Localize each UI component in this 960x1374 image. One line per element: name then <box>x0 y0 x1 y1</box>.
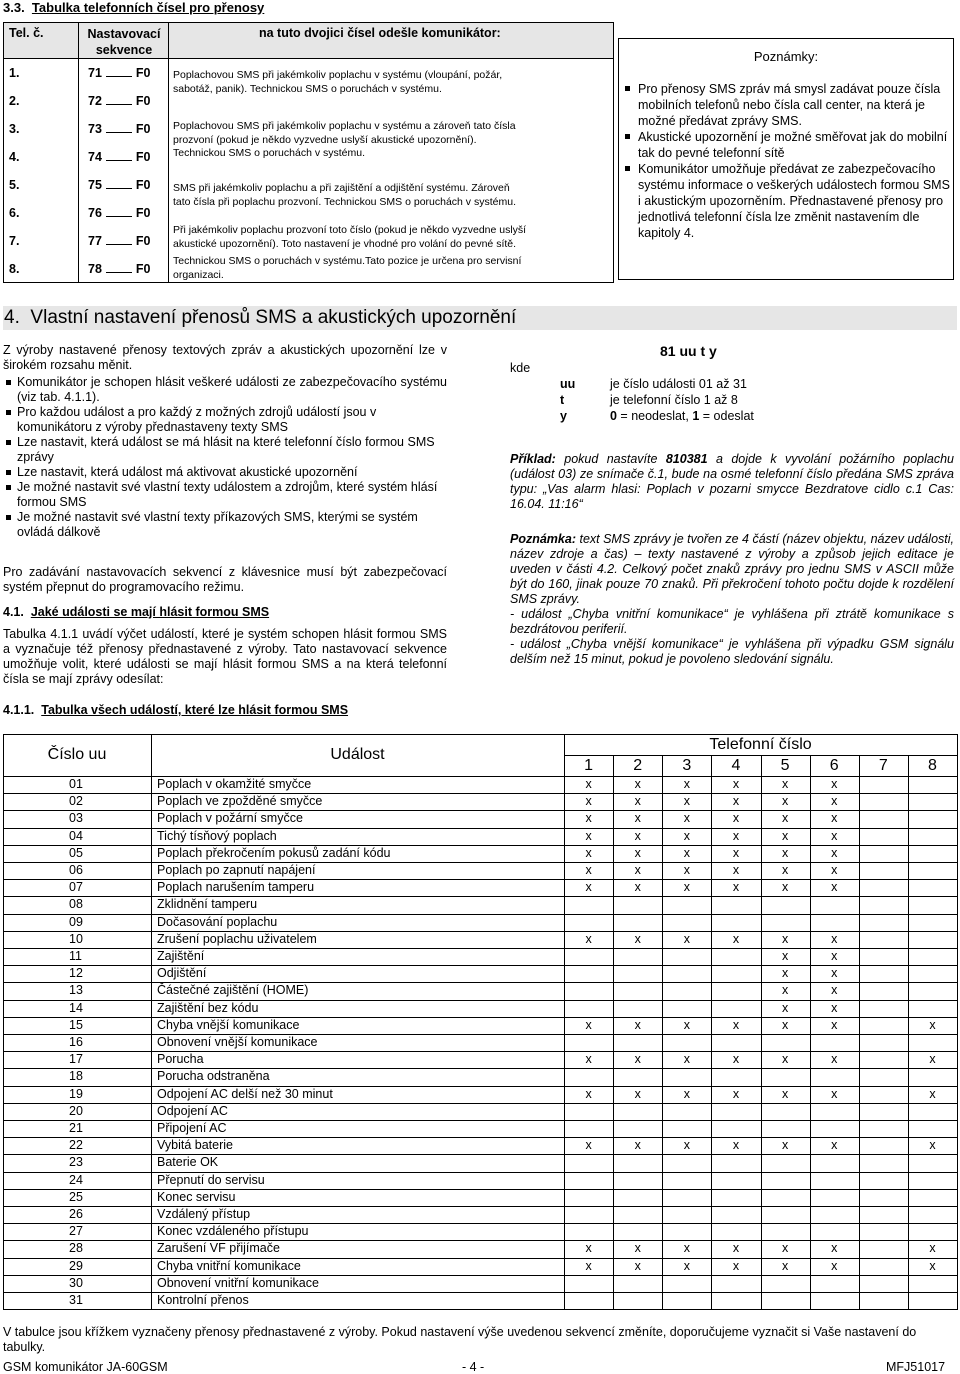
transfer-mark: x <box>585 1017 592 1032</box>
table-gridline <box>957 734 958 1310</box>
page-number: - 4 - <box>462 1360 485 1374</box>
transfer-mark: x <box>634 1138 641 1153</box>
transfer-mark: x <box>732 811 740 826</box>
event-name: Kontrolní přenos <box>157 1293 249 1307</box>
section-number: 4. <box>4 307 20 328</box>
transfer-mark: x <box>732 777 740 791</box>
event-number: 01 <box>69 777 83 791</box>
header-phone-col: 2 <box>633 757 643 774</box>
event-name: Obnovení vnější komunikace <box>157 1035 318 1049</box>
event-number: 10 <box>69 931 83 946</box>
event-name: Odjištění <box>157 966 207 981</box>
list-item: Je možné nastavit své vlastní texty událostem a zdrojům, které systém hlásí formou SMS <box>3 480 447 510</box>
transfer-mark: x <box>732 845 740 860</box>
transfer-mark: x <box>732 794 740 809</box>
event-number: 15 <box>69 1017 83 1032</box>
list-item: Akustické upozornění je možné směřovat jak do mobilní tak do pevné telefonní sítě <box>623 129 953 161</box>
event-number: 19 <box>69 1086 83 1101</box>
transfer-mark: x <box>634 1086 641 1101</box>
parameter-list: uu je číslo události 01 až 31 t je telefonní číslo 1 až 8 y 0 = neodeslat, 1 = odeslat <box>560 377 754 423</box>
event-number: 07 <box>69 880 83 895</box>
transfer-mark: x <box>732 880 740 895</box>
event-name: Poplach v okamžité smyčce <box>157 777 312 791</box>
event-name: Vzdálený přístup <box>157 1207 251 1221</box>
subsection-heading-4-1: 4.1. Jaké události se mají hlásit formou SMS <box>3 605 270 619</box>
header-phone-col: 1 <box>584 757 594 774</box>
row-num: 2. <box>9 94 20 108</box>
transfer-mark: x <box>634 880 641 895</box>
programming-mode-paragraph: Pro zadávání nastavovacích sekvencí z klávesnice musí být zabezpečovací systém přepnut do programovacího režimu. <box>3 565 447 594</box>
event-name: Porucha <box>157 1052 204 1067</box>
header-phone-col: 8 <box>927 757 937 774</box>
section-title: Tabulka telefonních čísel pro přenosy <box>31 0 265 15</box>
transfer-mark: x <box>634 863 641 877</box>
header-description: na tuto dvojici čísel odešle komunikátor: <box>259 26 501 40</box>
transfer-mark: x <box>732 1241 740 1256</box>
event-name: Chyba vnitřní komunikace <box>157 1258 301 1273</box>
transfer-mark: x <box>683 1017 690 1032</box>
transfer-mark: x <box>585 880 592 895</box>
header-tel: Tel. č. <box>9 26 44 40</box>
transfer-mark: x <box>585 794 592 809</box>
transfer-mark: x <box>831 1052 838 1067</box>
transfer-mark: x <box>831 1000 838 1015</box>
events-table <box>3 734 957 1310</box>
event-number: 23 <box>69 1155 83 1170</box>
transfer-mark: x <box>634 811 641 826</box>
sequence-format: 81 uu t y <box>660 343 717 359</box>
event-name: Poplach překročením pokusů zadání kódu <box>157 845 391 860</box>
transfer-mark: x <box>585 1138 592 1153</box>
transfer-mark: x <box>585 811 592 826</box>
row-num: 5. <box>9 178 20 192</box>
event-name: Konec servisu <box>157 1189 236 1204</box>
transfer-mark: x <box>831 966 838 981</box>
sequence-code: 72 F0 <box>88 94 151 108</box>
sequence-code: 78 F0 <box>88 262 151 276</box>
transfer-mark: x <box>585 777 592 791</box>
transfer-mark: x <box>781 983 789 998</box>
transfer-mark: x <box>781 1241 789 1256</box>
transfer-mark: x <box>683 1241 690 1256</box>
transfer-mark: x <box>781 1017 789 1032</box>
row-num: 1. <box>9 66 20 80</box>
transfer-mark: x <box>683 794 690 809</box>
transfer-mark: x <box>929 1017 936 1032</box>
transfer-mark: x <box>683 880 690 895</box>
event-number: 17 <box>69 1052 83 1067</box>
event-number: 13 <box>69 983 83 998</box>
event-name: Zarušení VF přijímače <box>157 1241 280 1256</box>
table-gridline <box>564 755 957 756</box>
row-num: 8. <box>9 262 20 276</box>
list-item: Lze nastavit, která událost má aktivovat akustické upozornění <box>3 465 447 480</box>
event-name: Zklidnění tamperu <box>157 897 258 912</box>
transfer-mark: x <box>585 845 592 860</box>
transfer-mark: x <box>781 1086 789 1101</box>
event-number: 12 <box>69 966 83 981</box>
transfer-mark: x <box>585 863 592 877</box>
event-name: Konec vzdáleného přístupu <box>157 1224 309 1239</box>
transfer-mark: x <box>781 949 789 963</box>
event-name: Baterie OK <box>157 1155 219 1170</box>
transfer-mark: x <box>831 794 838 809</box>
event-number: 31 <box>69 1293 83 1307</box>
transfer-mark: x <box>929 1138 936 1153</box>
transfer-mark: x <box>634 1017 641 1032</box>
description-pair-8: Technickou SMS o poruchách v systému.Tato pozice je určena pro servisní organizaci. <box>173 255 522 281</box>
transfer-mark: x <box>732 863 740 877</box>
transfer-mark: x <box>634 794 641 809</box>
table-intro-paragraph: Tabulka 4.1.1 uvádí výčet událostí, které je systém schopen hlásit formou SMS a vyznačuje též přenosy přednastavené z výroby. Tato nastavovací sekvence umožňuje volit, které události se mají hlásit formou SMS a na která telefonní čísla se mají zprávy odesílat: <box>3 627 447 686</box>
event-number: 11 <box>69 949 82 963</box>
feature-list <box>3 375 447 540</box>
table-gridline <box>3 1309 958 1310</box>
section-heading-4 <box>3 306 957 330</box>
row-num: 4. <box>9 150 20 164</box>
header-phone-col: 7 <box>878 757 888 774</box>
transfer-mark: x <box>929 1258 936 1273</box>
event-name: Poplach narušením tamperu <box>157 880 315 895</box>
event-number: 21 <box>69 1121 83 1135</box>
event-name: Poplach ve zpožděné smyčce <box>157 794 323 809</box>
transfer-mark: x <box>732 1258 740 1273</box>
transfer-mark: x <box>683 1258 690 1273</box>
transfer-mark: x <box>781 1258 789 1273</box>
transfer-mark: x <box>585 1086 592 1101</box>
notes-title: Poznámky: <box>753 49 819 64</box>
section-title: Vlastní nastavení přenosů SMS a akustických upozornění <box>30 307 517 328</box>
transfer-mark: x <box>781 794 789 809</box>
transfer-mark: x <box>831 1241 838 1256</box>
subsection-heading-4-1-1: 4.1.1. Tabulka všech událostí, které lze hlásit formou SMS <box>3 703 349 717</box>
event-name: Chyba vnější komunikace <box>157 1017 300 1032</box>
footer-product: GSM komunikátor JA-60GSM <box>3 1360 168 1374</box>
event-number: 30 <box>69 1275 83 1290</box>
transfer-mark: x <box>831 845 838 860</box>
event-name: Zrušení poplachu uživatelem <box>157 931 317 946</box>
transfer-mark: x <box>585 1241 592 1256</box>
event-name: Tichý tísňový poplach <box>157 828 277 843</box>
transfer-mark: x <box>732 931 740 946</box>
event-number: 26 <box>69 1207 83 1221</box>
header-phone-col: 6 <box>829 757 839 774</box>
transfer-mark: x <box>683 828 690 843</box>
event-name: Vybitá baterie <box>157 1138 233 1153</box>
transfer-mark: x <box>634 931 641 946</box>
event-number: 29 <box>69 1258 83 1273</box>
list-item: Pro přenosy SMS zpráv má smysl zadávat pouze čísla mobilních telefonů nebo čísla call center, na která je možné předávat zprávy SMS. <box>623 81 953 129</box>
transfer-mark: x <box>781 931 789 946</box>
notes-box <box>618 38 954 280</box>
transfer-mark: x <box>831 949 838 963</box>
header-phone-col: 4 <box>731 757 741 774</box>
list-item: Je možné nastavit své vlastní texty příkazových SMS, kterými se systém ovládá dálkově <box>3 510 447 540</box>
event-number: 20 <box>69 1103 83 1118</box>
event-name: Poplach v požární smyčce <box>157 811 303 826</box>
event-name: Dočasování poplachu <box>157 914 278 929</box>
description-pair-5-6: SMS při jakémkoliv poplachu a při zajištění a odjištění systému. Zároveň tato čísla při poplachu prozvoní. Technickou SMS o poruchách v systému. <box>173 182 516 208</box>
header-event: Událost <box>330 746 385 763</box>
transfer-mark: x <box>831 1086 838 1101</box>
row-num: 3. <box>9 122 20 136</box>
transfer-mark: x <box>781 880 789 895</box>
transfer-mark: x <box>732 1017 740 1032</box>
transfer-mark: x <box>634 1241 641 1256</box>
transfer-mark: x <box>831 828 838 843</box>
transfer-mark: x <box>831 777 838 791</box>
transfer-mark: x <box>929 1241 936 1256</box>
table-footnote: V tabulce jsou křížkem vyznačeny přenosy přednastavené z výroby. Pokud nastavení výše uvedenou sekvencí změníte, doporučujeme vyznačit si Vaše nastavení do tabulky. <box>3 1325 917 1354</box>
list-item: Komunikátor umožňuje předávat ze zabezpečovacího systému informace o veškerých událostech formou SMS i akustickým upozorněním. Přednastavené přenosy pro jednotlivá telefonní čísla lze změnit nastavením dle kapitoly 4. <box>623 161 953 241</box>
row-num: 6. <box>9 206 20 220</box>
transfer-mark: x <box>781 811 789 826</box>
sequence-code: 77 F0 <box>88 234 151 248</box>
transfer-mark: x <box>732 1086 740 1101</box>
description-pair-1-2: Poplachovou SMS při jakémkoliv poplachu v systému (vloupání, požár, sabotáž, panik). Technickou SMS o poruchách v systému. <box>173 69 503 95</box>
event-name: Odpojení AC <box>157 1103 228 1118</box>
transfer-mark: x <box>683 931 690 946</box>
event-number: 16 <box>69 1035 83 1049</box>
event-name: Poplach po zapnutí napájení <box>157 863 316 877</box>
transfer-mark: x <box>634 828 641 843</box>
event-number: 24 <box>69 1172 83 1187</box>
transfer-mark: x <box>683 845 690 860</box>
intro-paragraph: Z výroby nastavené přenosy textových zpráv a akustických upozornění lze v širokém rozsahu měnit. <box>3 343 447 372</box>
transfer-mark: x <box>831 1138 838 1153</box>
transfer-mark: x <box>831 863 838 877</box>
header-number: Číslo uu <box>47 746 107 763</box>
event-name: Odpojení AC delší než 30 minut <box>157 1086 333 1101</box>
notes-list <box>623 81 953 241</box>
event-number: 09 <box>69 914 83 929</box>
event-name: Porucha odstraněna <box>157 1069 270 1084</box>
transfer-mark: x <box>683 1052 690 1067</box>
transfer-mark: x <box>781 845 789 860</box>
section-heading-3-3 <box>3 0 264 15</box>
transfer-mark: x <box>781 966 789 981</box>
description-pair-7: Při jakémkoliv poplachu prozvoní toto číslo (pokud je někdo vyzvedne uslyší akustické upozornění). Toto nastavení je vhodné pro volání do pevné sítě. <box>173 224 527 250</box>
transfer-mark: x <box>683 1086 690 1101</box>
event-number: 04 <box>69 828 83 843</box>
event-number: 02 <box>69 794 83 809</box>
event-number: 14 <box>69 1000 83 1015</box>
section-number: 3.3. <box>3 0 25 15</box>
table-gridline <box>859 755 860 1309</box>
event-number: 05 <box>69 845 83 860</box>
transfer-mark: x <box>585 931 592 946</box>
sequence-code: 74 F0 <box>88 150 151 164</box>
transfer-mark: x <box>634 845 641 860</box>
note-paragraph: Poznámka: text SMS zprávy je tvořen ze 4 částí (název objektu, název události, název zdroje a čas) – texty nastavené z výroby a způsob jejich editace je uveden v části 4.2. Celkový počet znaků zprávy pro jednu SMS v ASCII může být do 160, jinak pouze 70 znaků. Při překročení tohoto počtu dojde k rozdělení SMS zprávy. - událost „Chyba vnitřní komunikace“ je vyhlášena při ztrátě komunikace s bezdrátovou periferií. - událost „Chyba vnější komunikace“ je vyhlášena při výpadku GSM signálu delším než 15 minut, pokud je povoleno sledování signálu. <box>510 532 954 666</box>
event-number: 25 <box>69 1189 83 1204</box>
list-item: Pro každou událost a pro každý z možných zdrojů událostí jsou v komunikátoru z výroby přednastaveny texty SMS <box>3 405 447 435</box>
transfer-mark: x <box>929 1052 936 1067</box>
transfer-mark: x <box>831 931 838 946</box>
event-number: 08 <box>69 897 83 912</box>
transfer-mark: x <box>585 828 592 843</box>
header-phone: Telefonní číslo <box>709 736 812 753</box>
transfer-mark: x <box>585 1052 592 1067</box>
transfer-mark: x <box>781 777 789 791</box>
event-number: 06 <box>69 863 83 877</box>
transfer-mark: x <box>732 1052 740 1067</box>
event-name: Připojení AC <box>157 1121 227 1135</box>
transfer-mark: x <box>683 811 690 826</box>
sequence-code: 76 F0 <box>88 206 151 220</box>
description-pair-3-4: Poplachovou SMS při jakémkoliv poplachu v systému a zároveň tato čísla prozvoní (pokud je někdo vyzvedne uslyší akustické upozornění). Technickou SMS o poruchách v systému. <box>173 120 516 159</box>
event-name: Zajištění <box>157 949 205 963</box>
event-number: 28 <box>69 1241 83 1256</box>
event-name: Přepnutí do servisu <box>157 1172 265 1187</box>
header-phone-col: 3 <box>682 757 692 774</box>
transfer-mark: x <box>831 1258 838 1273</box>
list-item: Komunikátor je schopen hlásit veškeré události ze zabezpečovacího systému (viz tab. 4.1.1). <box>3 375 447 405</box>
sequence-code: 71 F0 <box>88 66 151 80</box>
transfer-mark: x <box>732 828 740 843</box>
transfer-mark: x <box>781 828 789 843</box>
event-name: Zajištění bez kódu <box>157 1000 259 1015</box>
transfer-mark: x <box>683 863 690 877</box>
event-number: 03 <box>69 811 83 826</box>
list-item: Lze nastavit, která událost se má hlásit na které telefonní číslo formou SMS zprávy <box>3 435 447 465</box>
kde-label: kde <box>510 361 531 375</box>
header-sequence: Nastavovací sekvence <box>87 27 161 57</box>
transfer-mark: x <box>831 1017 838 1032</box>
event-name: Částečné zajištění (HOME) <box>157 983 309 998</box>
transfer-mark: x <box>781 863 789 877</box>
header-phone-col: 5 <box>780 757 790 774</box>
event-number: 22 <box>69 1138 83 1153</box>
transfer-mark: x <box>732 1138 740 1153</box>
transfer-mark: x <box>781 1138 789 1153</box>
transfer-mark: x <box>683 777 690 791</box>
transfer-mark: x <box>831 811 838 826</box>
transfer-mark: x <box>781 1000 789 1015</box>
transfer-mark: x <box>683 1138 690 1153</box>
transfer-mark: x <box>634 777 641 791</box>
transfer-mark: x <box>831 880 838 895</box>
sequence-code: 75 F0 <box>88 178 151 192</box>
transfer-mark: x <box>831 983 838 998</box>
event-number: 27 <box>69 1224 83 1239</box>
table-gridline <box>3 734 957 735</box>
transfer-mark: x <box>634 1052 641 1067</box>
event-name: Obnovení vnitřní komunikace <box>157 1275 319 1290</box>
example-paragraph: Příklad: pokud nastavíte 810381 a dojde k vyvolání požárního poplachu (událost 03) ze snímače č.1, bude na osmé telefonní číslo předána SMS zpráva typu: „Vas alarm hlasi: Poplach v pozarni smycce Bezdratove cidlo c.1 Cas: 16.04. 11:16“ <box>510 452 954 511</box>
document-code: MFJ51017 <box>886 1360 946 1374</box>
transfer-mark: x <box>585 1258 592 1273</box>
sequence-code: 73 F0 <box>88 122 151 136</box>
phone-numbers-table <box>3 22 614 282</box>
transfer-mark: x <box>634 1258 641 1273</box>
row-num: 7. <box>9 234 20 248</box>
transfer-mark: x <box>781 1052 789 1067</box>
event-number: 18 <box>69 1069 83 1084</box>
transfer-mark: x <box>929 1086 936 1101</box>
